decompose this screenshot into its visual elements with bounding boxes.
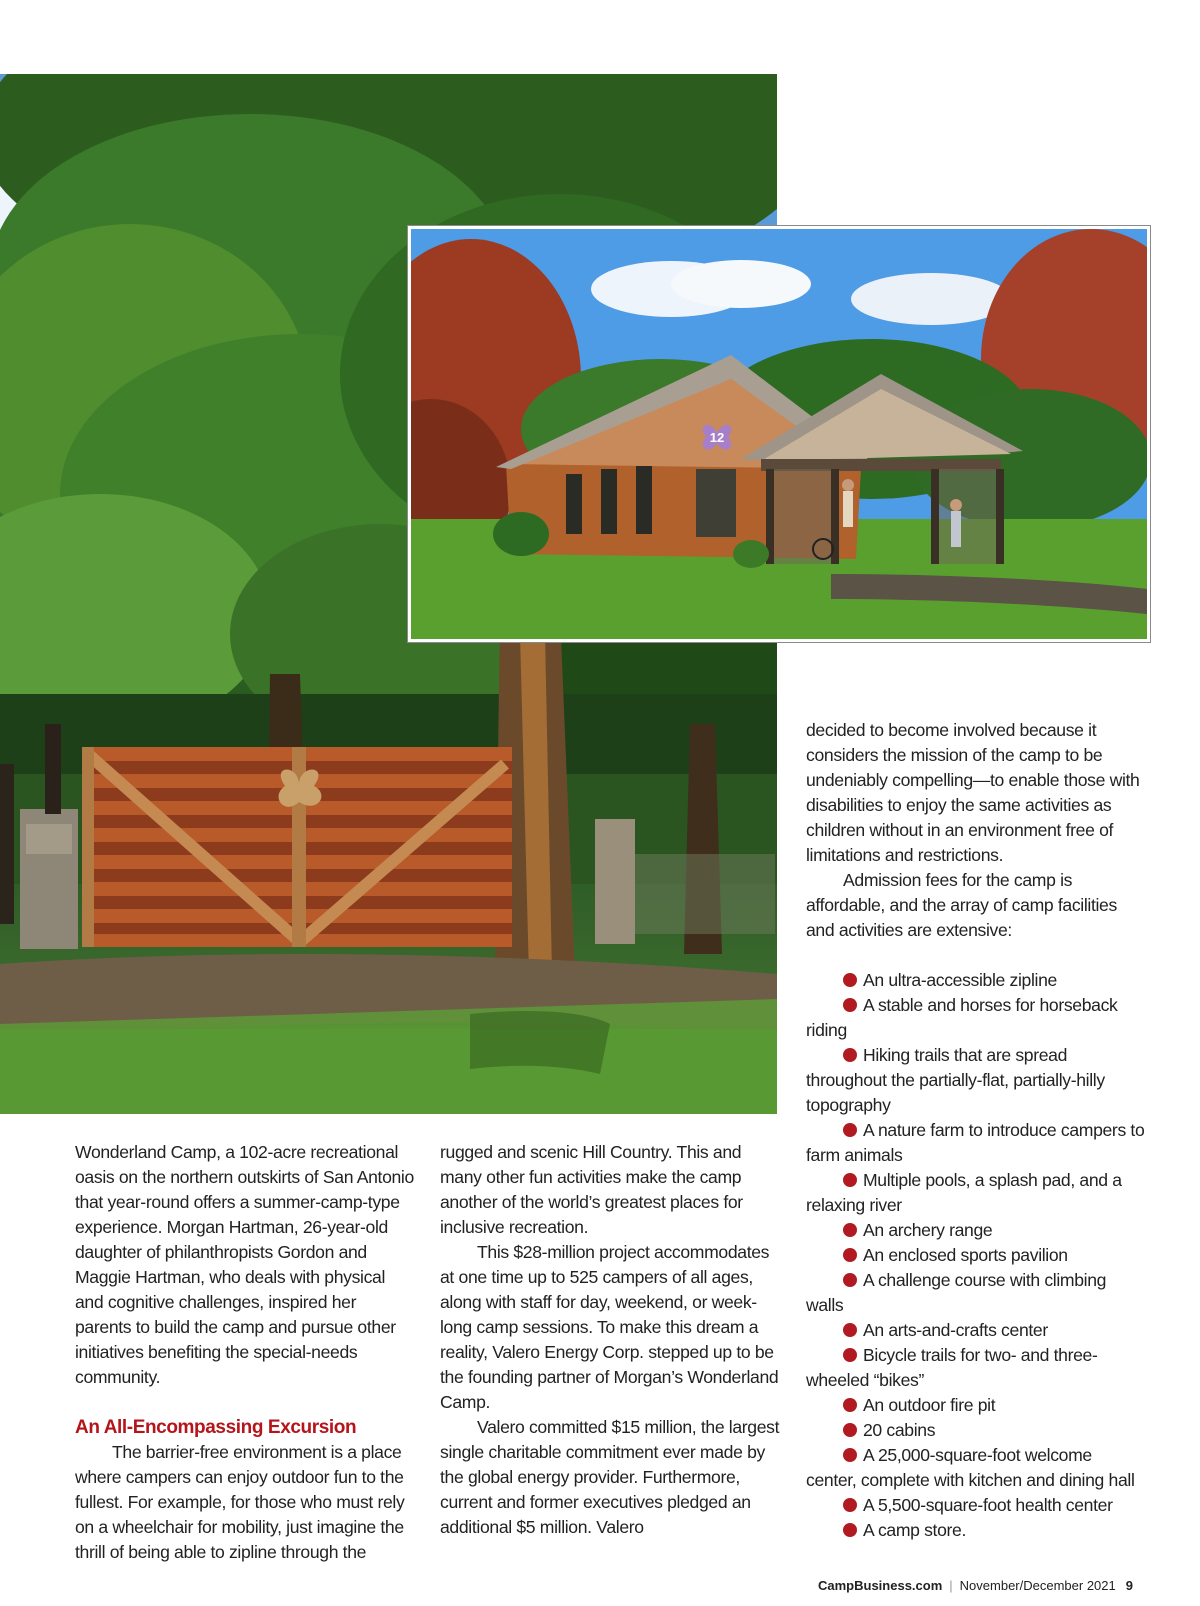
- list-item-text: An outdoor fire pit: [863, 1395, 996, 1415]
- column-2: [440, 1140, 780, 1540]
- bullet-icon: [843, 973, 857, 987]
- bullet-icon: [843, 1248, 857, 1262]
- list-item-text: Bicycle trails for two- and three-wheeled “bikes”: [806, 1345, 1098, 1390]
- list-item: [806, 1168, 1146, 1218]
- bullet-icon: [843, 1223, 857, 1237]
- bullet-icon: [843, 1423, 857, 1437]
- bullet-icon: [843, 1398, 857, 1412]
- column-3: [806, 718, 1146, 1543]
- bullet-icon: [843, 1173, 857, 1187]
- paragraph: Wonderland Camp, a 102-acre recreational oasis on the northern outskirts of San Antonio that year-round offers a summer-camp-type experience. Morgan Hartman, 26-year-old daughter of philanthropists Gordon and Maggie Hartman, who deals with physical and cognitive challenges, inspired her parents to build the camp and pursue other initiatives benefiting the special-needs community.: [75, 1142, 414, 1387]
- list-item: [806, 1493, 1146, 1518]
- bullet-icon: [843, 1273, 857, 1287]
- bullet-icon: [843, 1448, 857, 1462]
- list-item: [806, 993, 1146, 1043]
- list-item-text: A 5,500-square-foot health center: [863, 1495, 1113, 1515]
- bullet-icon: [843, 998, 857, 1012]
- page-number: 9: [1125, 1578, 1133, 1593]
- list-item-text: A 25,000-square-foot welcome center, complete with kitchen and dining hall: [806, 1445, 1135, 1490]
- list-item: [806, 968, 1146, 993]
- list-item: [806, 1343, 1146, 1393]
- list-item: [806, 1243, 1146, 1268]
- list-item-text: A nature farm to introduce campers to farm animals: [806, 1120, 1145, 1165]
- cabin-number: 12: [709, 430, 725, 445]
- list-item: [806, 1218, 1146, 1243]
- list-item: [806, 1443, 1146, 1493]
- paragraph: rugged and scenic Hill Country. This and many other fun activities make the camp another of the world’s greatest places for inclusive recreation.: [440, 1142, 743, 1237]
- list-item-text: Multiple pools, a splash pad, and a relaxing river: [806, 1170, 1122, 1215]
- paragraph: This $28-million project accommodates at one time up to 525 campers of all ages, along with staff for day, weekend, or week-long camp sessions. To make this dream a reality, Valero Energy Corp. stepped up to be the founding partner of Morgan’s Wonderland Camp.: [440, 1242, 779, 1412]
- list-item-text: Hiking trails that are spread throughout the partially-flat, partially-hilly topography: [806, 1045, 1105, 1115]
- list-item-text: A camp store.: [863, 1520, 967, 1540]
- page-footer: [818, 1578, 1133, 1593]
- amenities-list: [806, 968, 1146, 1543]
- list-item: [806, 1393, 1146, 1418]
- list-item-text: An enclosed sports pavilion: [863, 1245, 1068, 1265]
- cabin-illustration: [411, 229, 1147, 639]
- list-item-text: A challenge course with climbing walls: [806, 1270, 1107, 1315]
- cabin-photo: [408, 226, 1150, 642]
- list-item-text: A stable and horses for horseback riding: [806, 995, 1118, 1040]
- bullet-icon: [843, 1348, 857, 1362]
- bullet-icon: [843, 1048, 857, 1062]
- wooden-gate: [82, 747, 512, 947]
- bullet-icon: [843, 1523, 857, 1537]
- bullet-icon: [843, 1323, 857, 1337]
- paragraph: decided to become involved because it considers the mission of the camp to be undeniably compelling—to enable those with disabilities to enjoy the same activities as children without in an environment free of limitations and restrictions.: [806, 720, 1140, 865]
- list-item: [806, 1518, 1146, 1543]
- list-item: [806, 1268, 1146, 1318]
- list-item-text: An ultra-accessible zipline: [863, 970, 1057, 990]
- column-1: [75, 1140, 415, 1565]
- list-item: [806, 1043, 1146, 1118]
- paragraph: Valero committed $15 million, the largest single charitable commitment ever made by the global energy provider. Furthermore, current and former executives pledged an additional $5 million. Valero: [440, 1417, 780, 1537]
- list-item-text: An archery range: [863, 1220, 993, 1240]
- bullet-icon: [843, 1498, 857, 1512]
- section-subhead: An All-Encompassing Excursion: [75, 1417, 357, 1438]
- list-item: [806, 1418, 1146, 1443]
- list-item: [806, 1118, 1146, 1168]
- list-item-text: An arts-and-crafts center: [863, 1320, 1048, 1340]
- list-item-text: 20 cabins: [863, 1420, 936, 1440]
- paragraph: The barrier-free environment is a place where campers can enjoy outdoor fun to the fullest. For example, for those who must rely on a wheelchair for mobility, just imagine the thrill of being able to zipline through the: [75, 1442, 405, 1562]
- footer-separator: |: [949, 1578, 953, 1593]
- footer-issue: November/December 2021: [959, 1578, 1116, 1593]
- bullet-icon: [843, 1123, 857, 1137]
- list-item: [806, 1318, 1146, 1343]
- paragraph: Admission fees for the camp is affordable, and the array of camp facilities and activities are extensive:: [806, 870, 1117, 940]
- footer-site[interactable]: CampBusiness.com: [818, 1578, 943, 1593]
